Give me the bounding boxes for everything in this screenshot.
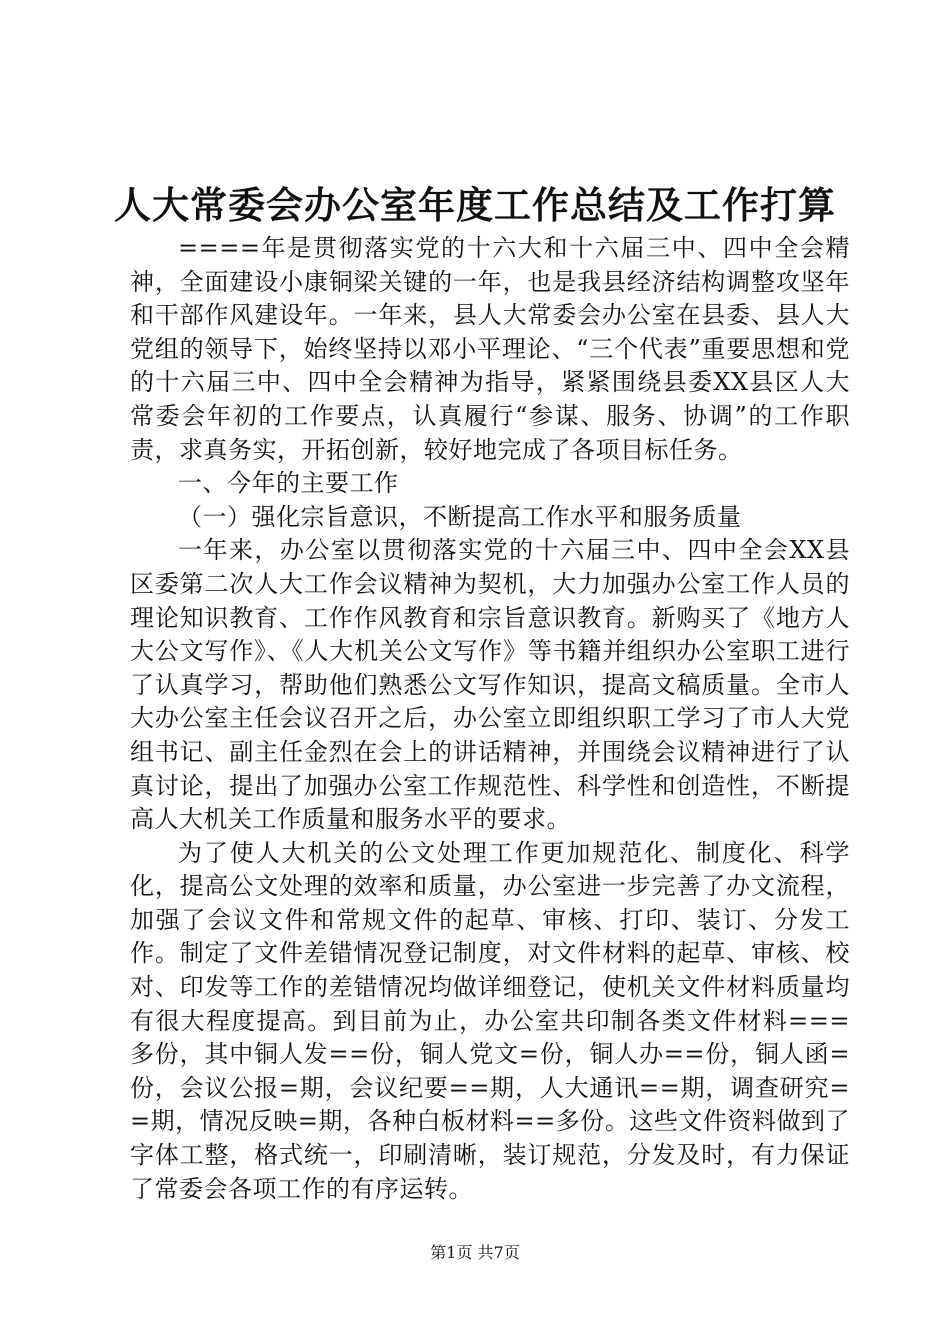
intro-paragraph: ====年是贯彻落实党的十六大和十六届三中、四中全会精神，全面建设小康铜梁关键的一年，也是我县经济结构调整攻坚年和干部作风建设年。一年来，县人大常委会办公室在县委、县人大党组的领导下，始终坚持以邓小平理论、“三个代表”重要思想和党的十六届三中、四中全会精神为指导，紧紧围绕县委XX县区人大常委会年初的工作要点，认真履行“参谋、服务、协调”的工作职责，求真务实，开拓创新，较好地完成了各项目标任务。 (130, 234, 850, 464)
page-footer: 第1页 共7页 (430, 1243, 520, 1262)
subsection-heading-purpose: （一）强化宗旨意识，不断提高工作水平和服务质量 (178, 502, 742, 531)
page-title: 人大常委会办公室年度工作总结及工作打算 (114, 183, 836, 227)
document-body (130, 232, 850, 1206)
body-paragraph-document-processing: 为了使人大机关的公文处理工作更加规范化、制度化、科学化，提高公文处理的效率和质量，办公室进一步完善了办文流程，加强了会议文件和常规文件的起草、审核、打印、装订、分发工作。制定了文件差错情况登记制度，对文件材料的起草、审核、校对、印发等工作的差错情况均做详细登记，使机关文件材料质量均有很大程度提高。到目前为止，办公室共印制各类文件材料===多份，其中铜人发==份，铜人党文=份，铜人办==份，铜人函=份，会议公报=期，会议纪要==期，人大通讯==期，调查研究==期，情况反映=期，各种白板材料==多份。这些文件资料做到了字体工整，格式统一，印刷清晰，装订规范，分发及时，有力保证了常委会各项工作的有序运转。 (130, 838, 850, 1203)
body-paragraph-education: 一年来，办公室以贯彻落实党的十六届三中、四中全会XX县区委第二次人大工作会议精神为契机，大力加强办公室工作人员的理论知识教育、工作作风教育和宗旨意识教育。新购买了《地方人大公文写作》、《人大机关公文写作》等书籍并组织办公室职工进行了认真学习，帮助他们熟悉公文写作知识，提高文稿质量。全市人大办公室主任会议召开之后，办公室立即组织职工学习了市人大党组书记、副主任金烈在会上的讲话精神，并围绕会议精神进行了认真讨论，提出了加强办公室工作规范性、科学性和创造性，不断提高人大机关工作质量和服务水平的要求。 (130, 536, 850, 834)
section-heading-main-work: 一、今年的主要工作 (178, 469, 399, 498)
